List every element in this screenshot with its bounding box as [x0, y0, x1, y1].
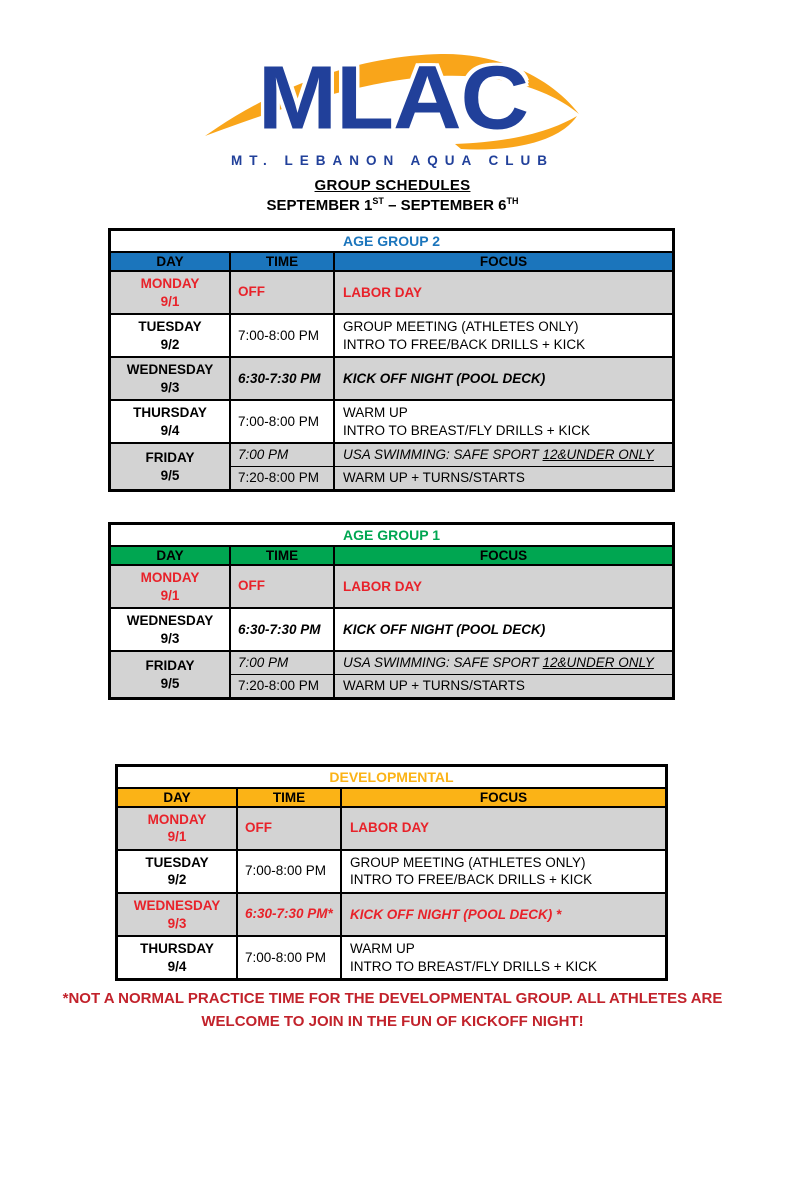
- focus-cell: [335, 358, 672, 399]
- schedule-row: [118, 851, 665, 894]
- schedule-entry: [231, 652, 672, 674]
- focus-text-segment: KICK OFF NIGHT (POOL DECK) *: [350, 906, 562, 922]
- table-title: AGE GROUP 1: [111, 525, 672, 547]
- focus-line: [350, 958, 661, 976]
- footnote: *NOT A NORMAL PRACTICE TIME FOR THE DEVELOPMENTAL GROUP. ALL ATHLETES ARE WELCOME TO JOIN IN THE FUN OF KICKOFF NIGHT!: [62, 990, 723, 1031]
- time-cell: 7:20-8:00 PM: [231, 675, 335, 697]
- time-cell: OFF: [231, 272, 335, 313]
- focus-text-segment: INTRO TO FREE/BACK DRILLS + KICK: [350, 872, 593, 888]
- focus-text-segment: INTRO TO BREAST/FLY DRILLS + KICK: [350, 958, 597, 974]
- day-name: THURSDAY: [140, 941, 214, 957]
- focus-cell: [335, 566, 672, 607]
- date-range: [0, 196, 785, 214]
- day-cell: [118, 894, 238, 935]
- header-cell-focus: FOCUS: [342, 789, 665, 806]
- time-cell: 7:00-8:00 PM: [231, 401, 335, 442]
- club-logo: [203, 44, 583, 152]
- day-name: THURSDAY: [133, 405, 207, 421]
- focus-cell: [342, 894, 665, 935]
- time-cell: OFF: [231, 566, 335, 607]
- day-date: 9/2: [160, 336, 180, 352]
- day-date: 9/3: [160, 379, 180, 395]
- focus-line: [350, 854, 661, 872]
- focus-line: [343, 677, 668, 695]
- schedule-row: [118, 808, 665, 851]
- day-cell: [111, 272, 231, 313]
- focus-cell: [335, 315, 672, 356]
- focus-line: [350, 871, 661, 889]
- time-cell: 6:30-7:30 PM: [231, 358, 335, 399]
- focus-line: [343, 370, 668, 388]
- day-date: 9/2: [167, 872, 187, 888]
- day-name: MONDAY: [140, 570, 200, 585]
- row-entries: [231, 315, 672, 356]
- day-date: 9/1: [167, 829, 187, 845]
- focus-text-segment: GROUP MEETING (ATHLETES ONLY): [350, 854, 586, 870]
- focus-text-segment: 12&UNDER ONLY: [542, 447, 654, 463]
- time-cell: 7:00 PM: [231, 652, 335, 674]
- schedule-row: [111, 358, 672, 401]
- focus-text-segment: 12&UNDER ONLY: [542, 655, 654, 671]
- schedule-entry: [231, 401, 672, 442]
- day-cell: [111, 358, 231, 399]
- focus-line: [343, 318, 668, 336]
- header-cell-day: DAY: [118, 789, 238, 806]
- focus-text-segment: LABOR DAY: [343, 284, 423, 300]
- header-cell-focus: FOCUS: [335, 253, 672, 270]
- schedule-row: [111, 315, 672, 358]
- time-cell: 7:00-8:00 PM: [231, 315, 335, 356]
- focus-line: [343, 654, 668, 672]
- row-entries: [231, 566, 672, 607]
- schedule-row: [111, 444, 672, 489]
- day-cell: [111, 315, 231, 356]
- day-date: 9/5: [160, 675, 180, 691]
- focus-line: [343, 446, 668, 464]
- date-ordinal: TH: [506, 196, 519, 206]
- schedule-row: [111, 652, 672, 697]
- day-name: WEDNESDAY: [126, 362, 214, 378]
- day-name: MONDAY: [140, 276, 200, 291]
- schedule-entry: [231, 609, 672, 650]
- row-entries: [231, 358, 672, 399]
- focus-line: [343, 469, 668, 487]
- time-cell: 6:30-7:30 PM*: [238, 894, 342, 935]
- header-cell-time: TIME: [231, 253, 335, 270]
- day-name: TUESDAY: [138, 319, 202, 335]
- schedule-row: [111, 272, 672, 315]
- row-entries: [231, 609, 672, 650]
- focus-line: [350, 819, 661, 837]
- table-header-row: [118, 789, 665, 808]
- focus-text-segment: USA SWIMMING: SAFE SPORT: [343, 447, 543, 463]
- focus-text-segment: WARM UP + TURNS/STARTS: [343, 678, 525, 693]
- header-cell-focus: FOCUS: [335, 547, 672, 564]
- day-date: 9/4: [167, 958, 187, 974]
- focus-text-segment: INTRO TO FREE/BACK DRILLS + KICK: [343, 336, 586, 352]
- row-entries: [238, 937, 665, 978]
- schedule-entry: [231, 272, 672, 313]
- focus-cell: [335, 272, 672, 313]
- focus-line: [343, 336, 668, 354]
- header-cell-day: DAY: [111, 253, 231, 270]
- focus-line: [343, 284, 668, 302]
- focus-text-segment: WARM UP: [343, 405, 408, 421]
- row-entries: [238, 808, 665, 849]
- day-name: TUESDAY: [145, 854, 209, 870]
- focus-cell: [335, 401, 672, 442]
- time-cell: 7:00-8:00 PM: [238, 851, 342, 892]
- schedule-row: [118, 937, 665, 978]
- day-date: 9/1: [160, 587, 180, 603]
- focus-cell: [335, 675, 672, 697]
- schedule-row: [111, 566, 672, 609]
- schedule-entry: [231, 358, 672, 399]
- focus-text-segment: WARM UP + TURNS/STARTS: [343, 470, 525, 486]
- date-ordinal: ST: [372, 196, 384, 206]
- focus-text-segment: KICK OFF NIGHT (POOL DECK): [343, 621, 546, 637]
- row-entries: [238, 894, 665, 935]
- focus-text-segment: WARM UP: [350, 940, 415, 956]
- time-cell: 6:30-7:30 PM: [231, 609, 335, 650]
- page-title: GROUP SCHEDULES: [314, 177, 471, 194]
- focus-cell: [335, 609, 672, 650]
- schedule-entry: [231, 674, 672, 697]
- day-cell: [111, 401, 231, 442]
- focus-line: [343, 404, 668, 422]
- schedule-entry: [231, 566, 672, 607]
- focus-line: [343, 578, 668, 596]
- day-cell: [111, 609, 231, 650]
- focus-line: [350, 940, 661, 958]
- table-header-row: [111, 253, 672, 272]
- day-name: FRIDAY: [145, 657, 195, 673]
- focus-line: [343, 422, 668, 440]
- focus-cell: [335, 467, 672, 489]
- focus-text-segment: LABOR DAY: [343, 578, 423, 594]
- day-name: FRIDAY: [145, 450, 195, 466]
- focus-cell: [342, 851, 665, 892]
- schedule-entry: [238, 851, 665, 892]
- focus-cell: [335, 652, 672, 674]
- table-title: DEVELOPMENTAL: [118, 767, 665, 789]
- day-cell: [118, 937, 238, 978]
- day-date: 9/3: [167, 915, 187, 931]
- focus-line: [343, 621, 668, 639]
- day-name: WEDNESDAY: [133, 898, 221, 913]
- row-entries: [231, 444, 672, 489]
- row-entries: [231, 652, 672, 697]
- schedule-row: [111, 609, 672, 652]
- date-text: – SEPTEMBER 6: [383, 197, 507, 214]
- schedule-entry: [238, 894, 665, 935]
- focus-text-segment: KICK OFF NIGHT (POOL DECK): [343, 370, 546, 386]
- day-name: WEDNESDAY: [126, 613, 214, 629]
- logo-acronym: MLAC: [257, 47, 528, 148]
- row-entries: [231, 272, 672, 313]
- focus-cell: [335, 444, 672, 466]
- focus-cell: [342, 808, 665, 849]
- schedule-row: [111, 401, 672, 444]
- row-entries: [231, 401, 672, 442]
- schedule-entry: [238, 808, 665, 849]
- time-cell: 7:00 PM: [231, 444, 335, 466]
- day-cell: [111, 652, 231, 697]
- table-title: AGE GROUP 2: [111, 231, 672, 253]
- focus-text-segment: LABOR DAY: [350, 820, 430, 836]
- day-cell: [111, 444, 231, 489]
- time-cell: 7:20-8:00 PM: [231, 467, 335, 489]
- focus-text-segment: INTRO TO BREAST/FLY DRILLS + KICK: [343, 422, 590, 438]
- schedule-entry: [238, 937, 665, 978]
- schedule-entry: [231, 315, 672, 356]
- day-cell: [118, 808, 238, 849]
- day-cell: [111, 566, 231, 607]
- day-date: 9/1: [160, 293, 180, 309]
- header-cell-day: DAY: [111, 547, 231, 564]
- schedule-entry: [231, 466, 672, 489]
- time-cell: OFF: [238, 808, 342, 849]
- focus-text-segment: GROUP MEETING (ATHLETES ONLY): [343, 318, 579, 334]
- table-header-row: [111, 547, 672, 566]
- focus-line: [350, 906, 661, 924]
- schedule-table-developmental: [115, 764, 668, 981]
- day-date: 9/3: [160, 630, 180, 646]
- header-cell-time: TIME: [238, 789, 342, 806]
- schedule-table-age-group-1: [108, 522, 675, 700]
- schedule-table-age-group-2: [108, 228, 675, 492]
- day-date: 9/5: [160, 467, 180, 483]
- focus-cell: [342, 937, 665, 978]
- time-cell: 7:00-8:00 PM: [238, 937, 342, 978]
- day-date: 9/4: [160, 422, 180, 438]
- schedule-row: [118, 894, 665, 937]
- day-cell: [118, 851, 238, 892]
- day-name: MONDAY: [147, 811, 207, 827]
- focus-text-segment: USA SWIMMING: SAFE SPORT: [343, 655, 543, 671]
- row-entries: [238, 851, 665, 892]
- header-cell-time: TIME: [231, 547, 335, 564]
- date-text: SEPTEMBER 1: [266, 197, 373, 214]
- logo-tagline: MT. LEBANON AQUA CLUB: [231, 153, 554, 168]
- schedule-entry: [231, 444, 672, 466]
